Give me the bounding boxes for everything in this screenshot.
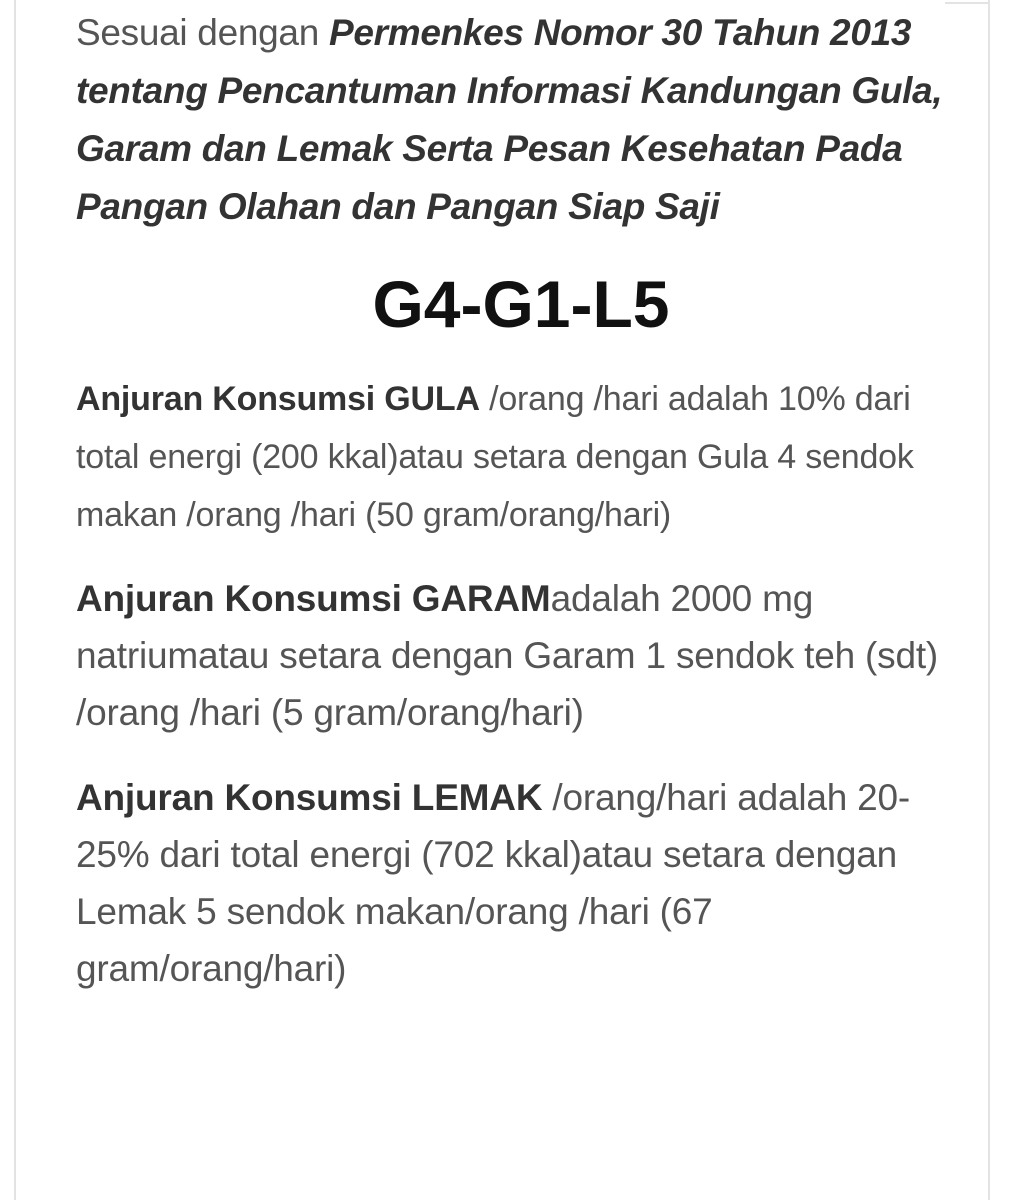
right-border-line [988,0,990,1200]
sugar-recommendation-lead: Anjuran Konsumsi GULA [76,380,480,418]
sugar-recommendation-text: /orang /hari adalah 10% dari total energi (200 kkal)atau setara dengan Gula 4 sendok makan /orang /hari (50 gram/orang/hari) [76,380,914,534]
intro-paragraph [76,0,966,236]
regulation-title: Permenkes Nomor 30 Tahun 2013 tentang Pencantuman Informasi Kandungan Gula, Garam dan Lemak Serta Pesan Kesehatan Pada Pangan Olahan dan Pangan Siap Saji [76,12,943,227]
fat-recommendation [76,769,966,997]
article-content [76,0,966,997]
fat-recommendation-text: /orang/hari adalah 20-25% dari total energi (702 kkal)atau setara dengan Lemak 5 sendok makan/orang /hari (67 gram/orang/hari) [76,777,911,989]
sugar-recommendation [76,370,966,544]
left-border-line [14,0,16,1200]
intro-prefix: Sesuai dengan [76,12,329,53]
salt-recommendation [76,570,966,741]
salt-recommendation-lead: Anjuran Konsumsi GARAM [76,578,551,619]
fat-recommendation-lead: Anjuran Konsumsi LEMAK [76,777,543,818]
code-heading: G4-G1-L5 [372,267,670,341]
salt-recommendation-text: adalah 2000 mg natriumatau setara dengan Garam 1 sendok teh (sdt) /orang /hari (5 gram/orang/hari) [76,578,939,733]
